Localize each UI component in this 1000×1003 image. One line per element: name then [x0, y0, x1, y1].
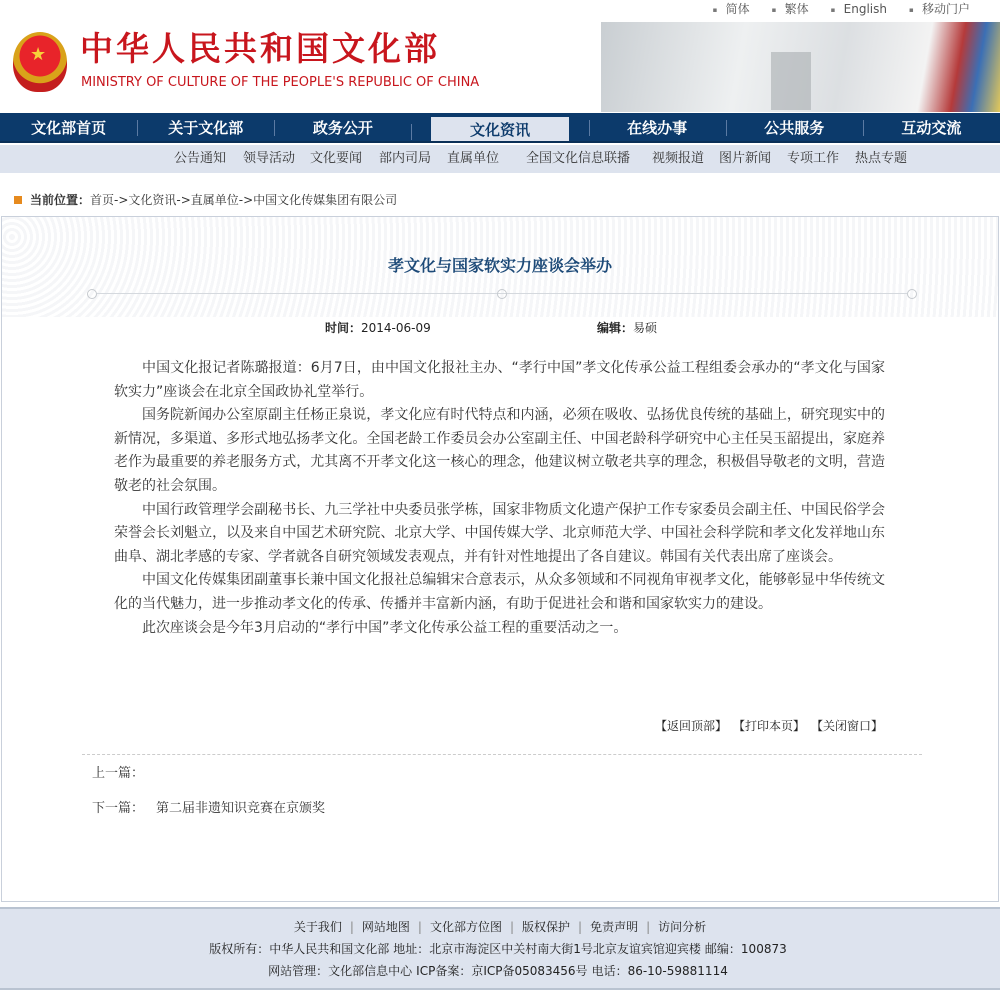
footer-link[interactable]: | 免责声明: [570, 920, 638, 934]
nav-government-affairs[interactable]: 政务公开: [274, 113, 411, 141]
prev-article: 上一篇：: [92, 766, 145, 782]
back-to-top-link[interactable]: 【返回顶部】: [654, 719, 727, 734]
scroll-ornament-icon: [87, 289, 97, 299]
article-editor: 编辑：易硕: [597, 321, 658, 335]
logo-title[interactable]: 中华人民共和国文化部: [80, 29, 440, 68]
header-banner-image: [601, 22, 1000, 112]
article-title: 孝文化与国家软实力座谈会举办: [387, 256, 612, 275]
article-actions: [2, 718, 883, 734]
breadcrumb-label: 当前位置：: [30, 193, 91, 207]
divider: [82, 754, 922, 755]
subnav-item[interactable]: 直属单位: [447, 151, 500, 166]
breadcrumb: [14, 192, 397, 208]
nav-public-services[interactable]: 公共服务: [726, 113, 863, 141]
nav-culture-news[interactable]: 文化资讯: [431, 117, 568, 141]
footer-link[interactable]: | 文化部方位图: [410, 920, 502, 934]
national-emblem-icon: [13, 32, 67, 92]
article-panel: [1, 216, 999, 902]
footer: [0, 907, 1000, 990]
article-time: 时间：2014-06-09: [325, 321, 431, 335]
subnav-item[interactable]: 专项工作: [787, 151, 840, 166]
footer-link[interactable]: | 网站地图: [342, 920, 410, 934]
nav-online-services[interactable]: 在线办事: [589, 113, 726, 141]
link-traditional[interactable]: ▪ 繁体: [772, 1, 809, 18]
link-mobile[interactable]: ▪ 移动门户: [909, 1, 970, 18]
subnav-item[interactable]: 热点专题: [855, 151, 908, 166]
subnav-item[interactable]: 图片新闻: [719, 151, 772, 166]
subnav-item[interactable]: 文化要闻: [310, 151, 363, 166]
management-line: 网站管理：文化部信息中心 ICP备案：京ICP备05083456号 电话：86-10-59881114: [268, 964, 728, 978]
copyright-line: 版权所有：中华人民共和国文化部 地址：北京市海淀区中关村南大街1号北京友谊宾馆迎宾楼 邮编：100873: [209, 942, 787, 956]
nav-home[interactable]: 文化部首页: [31, 119, 107, 137]
knot-ornament-icon: [497, 289, 507, 299]
paragraph: 中国行政管理学会副秘书长、九三学社中央委员张学栋，国家非物质文化遗产保护工作专家委员会副主任、中国民俗学会荣誉会长刘魁立，以及来自中国艺术研究院、北京大学、中国传媒大学、北京师范大学、中国社会科学院和孝文化发祥地山东曲阜、湖北孝感的专家、学者就各自研究领域发表观点，并有针对性地提出了各自建议。韩国有关代表出席了座谈会。: [114, 501, 885, 565]
scroll-ornament-icon: [907, 289, 917, 299]
footer-link[interactable]: | 访问分析: [638, 920, 706, 934]
ornamental-divider: [97, 293, 907, 294]
subnav-item[interactable]: 领导活动: [243, 151, 296, 166]
top-links: [713, 1, 970, 18]
paragraph: 此次座谈会是今年3月启动的“孝行中国”孝文化传承公益工程的重要活动之一。: [142, 619, 628, 636]
link-simplified[interactable]: ▪ 简体: [713, 1, 750, 18]
next-article: 下一篇： 第二届非遗知识竞赛在京颁奖: [92, 801, 326, 817]
subnav-item[interactable]: 全国文化信息联播: [526, 151, 631, 166]
nav-interaction[interactable]: 互动交流: [863, 113, 1000, 141]
paragraph: 中国文化传媒集团副董事长兼中国文化报社总编辑宋合意表示，从众多领域和不同视角审视孝文化，能够彰显中华传统文化的当代魅力，进一步推动孝文化的传承、传播并丰富新内涵，有助于促进社会和谐和国家软实力的建设。: [114, 572, 885, 612]
header: [0, 20, 1000, 112]
next-article-link[interactable]: 第二届非遗知识竞赛在京颁奖: [156, 801, 326, 817]
main-nav: [0, 113, 1000, 143]
breadcrumb-path[interactable]: 首页->文化资讯->直属单位->中国文化传媒集团有限公司: [90, 193, 398, 207]
print-link[interactable]: 【打印本页】: [732, 719, 805, 734]
article-body: [114, 357, 885, 640]
paragraph: 中国文化报记者陈璐报道：6月7日，由中国文化报社主办、“孝行中国”孝文化传承公益工程组委会承办的“孝文化与国家软实力”座谈会在北京全国政协礼堂举行。: [114, 360, 885, 400]
footer-link[interactable]: | 版权保护: [502, 920, 570, 934]
link-english[interactable]: ▪ English: [831, 1, 887, 18]
subnav-item[interactable]: 部内司局: [379, 151, 432, 166]
subnav-item[interactable]: 公告通知: [174, 151, 227, 166]
article-meta: [2, 319, 998, 337]
subnav-item[interactable]: 视频报道: [652, 151, 705, 166]
close-window-link[interactable]: 【关闭窗口】: [810, 719, 883, 734]
sub-nav: [0, 145, 1000, 173]
paragraph: 国务院新闻办公室原副主任杨正泉说，孝文化应有时代特点和内涵，必须在吸收、弘扬优良传统的基础上，研究现实中的新情况，多渠道、多形式地弘扬孝文化。全国老龄工作委员会办公室副主任、中国老龄科学研究中心主任吴玉韶提出，家庭养老作为最重要的养老服务方式，尤其离不开孝文化这一核心的理念，他建议树立敬老共享的理念，积极倡导敬老的文明，营造敬老的社会氛围。: [114, 407, 885, 494]
logo-subtitle: MINISTRY OF CULTURE OF THE PEOPLE'S REPUBLIC OF CHINA: [81, 75, 480, 90]
bullet-icon: [14, 196, 22, 204]
nav-about[interactable]: 关于文化部: [137, 113, 274, 141]
footer-link[interactable]: 关于我们: [293, 920, 342, 934]
